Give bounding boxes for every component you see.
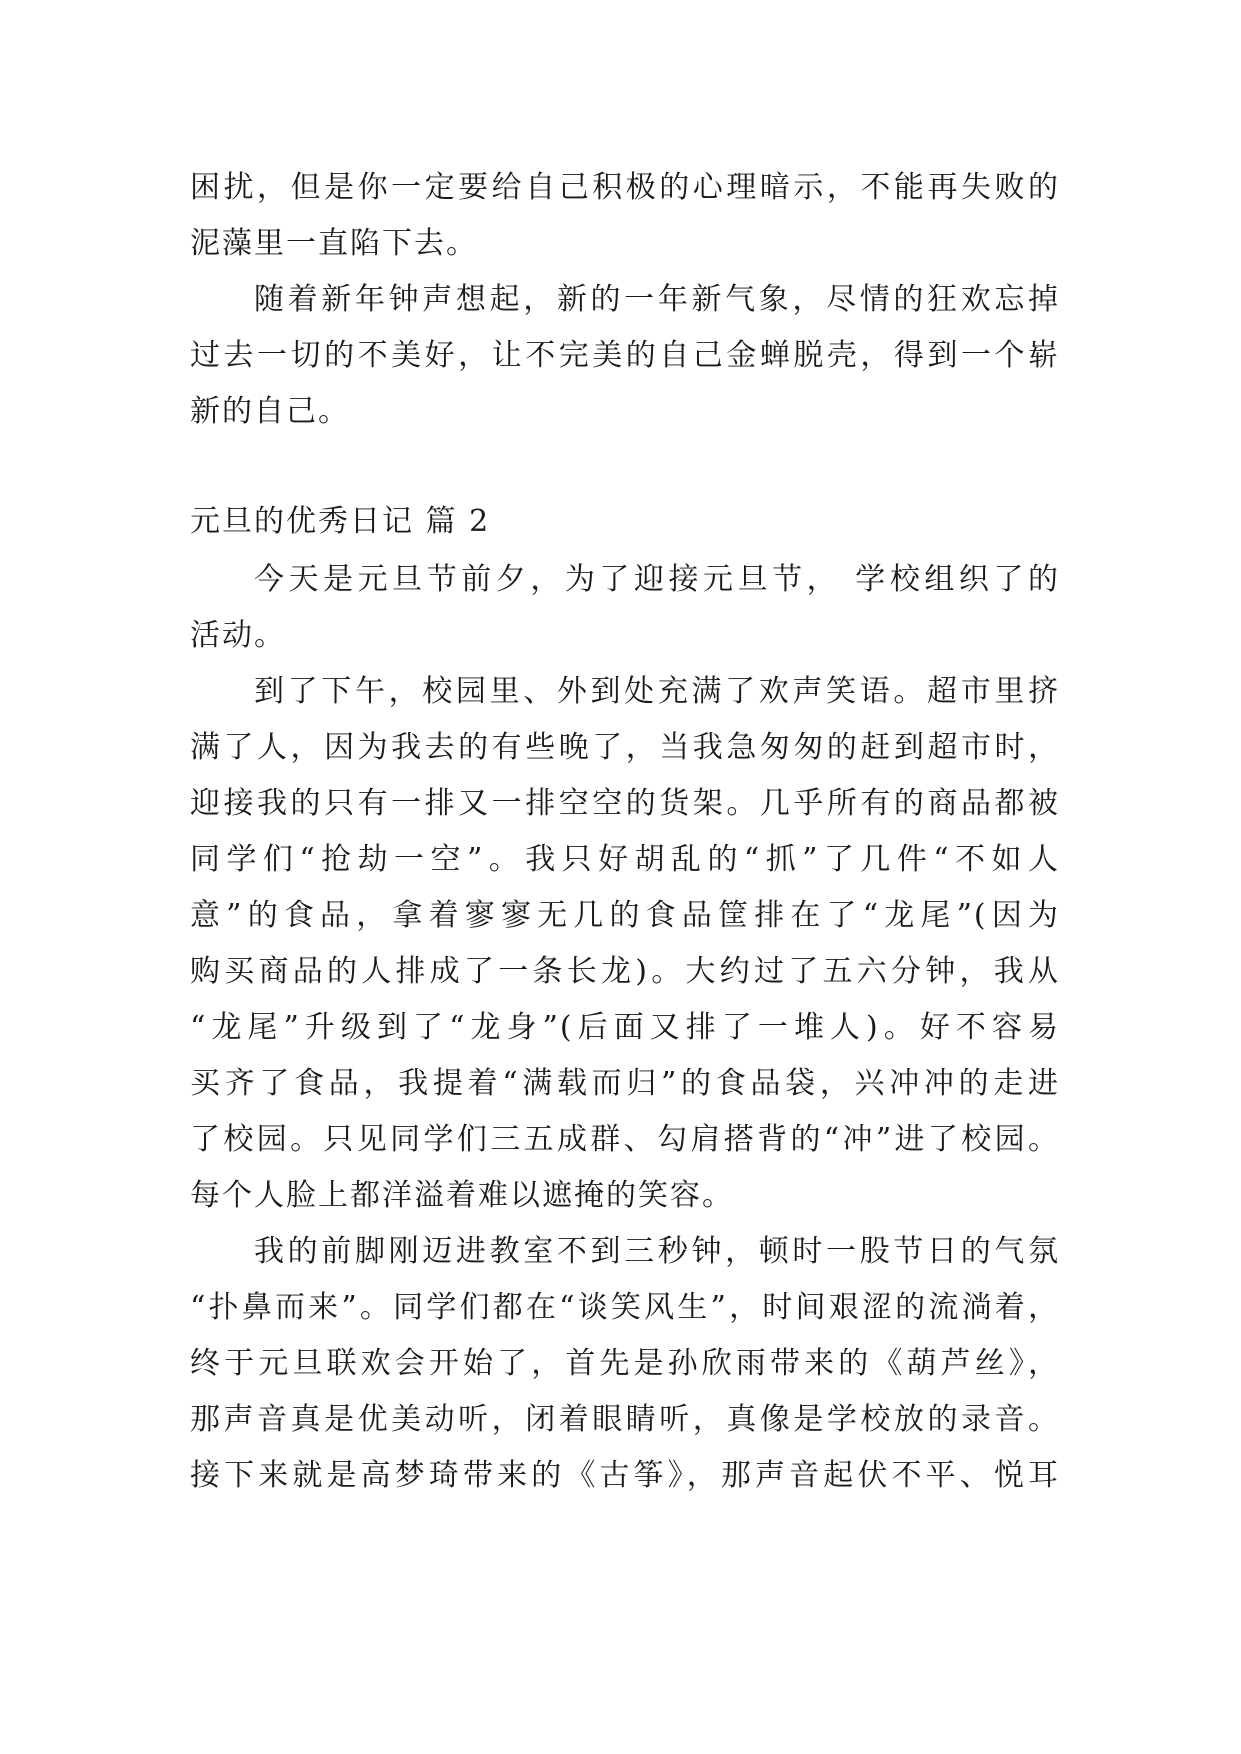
text-line: 迎接我的只有一排又一排空空的货架。几乎所有的商品都被: [190, 786, 1060, 821]
text-line: 满了人，因为我去的有些晚了，当我急匆匆的赶到超市时，: [190, 730, 1060, 765]
document-body: [190, 160, 1060, 1504]
text-line: 新的自己。: [190, 394, 350, 429]
paragraph: [190, 272, 1060, 440]
text-line: 随着新年钟声想起，新的一年新气象，尽情的狂欢忘掉: [254, 282, 1060, 317]
text-line: 意”的食品，拿着寥寥无几的食品筐排在了“龙尾”(因为: [190, 898, 1060, 933]
text-line: 同学们“抢劫一空”。我只好胡乱的“抓”了几件“不如人: [190, 842, 1060, 877]
text-line: 泥藻里一直陷下去。: [190, 226, 478, 261]
text-line: 每个人脸上都洋溢着难以遮掩的笑容。: [190, 1178, 734, 1213]
text-line: 今天是元旦节前夕，为了迎接元旦节， 学校组织了的: [254, 562, 1060, 597]
section-spacer: [190, 440, 1060, 492]
text-line: 过去一切的不美好，让不完美的自己金蝉脱壳，得到一个崭: [190, 338, 1060, 373]
text-line: 终于元旦联欢会开始了，首先是孙欣雨带来的《葫芦丝》，: [190, 1346, 1060, 1381]
text-line: “扑鼻而来”。同学们都在“谈笑风生”，时间艰涩的流淌着，: [190, 1290, 1060, 1325]
text-line: 了校园。只见同学们三五成群、勾肩搭背的“冲”进了校园。: [190, 1122, 1060, 1157]
paragraph: [190, 552, 1060, 664]
text-line: 接下来就是高梦琦带来的《古筝》，那声音起伏不平、悦耳: [190, 1458, 1060, 1493]
text-line: 我的前脚刚迈进教室不到三秒钟，顿时一股节日的气氛: [254, 1234, 1060, 1269]
section-title: 元旦的优秀日记 篇 2: [190, 504, 491, 539]
paragraph: [190, 1224, 1060, 1504]
text-line: 买齐了食品，我提着“满载而归”的食品袋，兴冲冲的走进: [190, 1066, 1060, 1101]
text-line: 到了下午，校园里、外到处充满了欢声笑语。超市里挤: [254, 674, 1060, 709]
text-line: “龙尾”升级到了“龙身”(后面又排了一堆人)。好不容易: [190, 1010, 1060, 1045]
paragraph: [190, 664, 1060, 1224]
text-line: 活动。: [190, 618, 286, 653]
text-line: 那声音真是优美动听，闭着眼睛听，真像是学校放的录音。: [190, 1402, 1060, 1437]
text-line: 购买商品的人排成了一条长龙)。大约过了五六分钟，我从: [190, 954, 1060, 989]
text-line: 困扰，但是你一定要给自己积极的心理暗示，不能再失败的: [190, 170, 1060, 205]
paragraph: [190, 160, 1060, 272]
